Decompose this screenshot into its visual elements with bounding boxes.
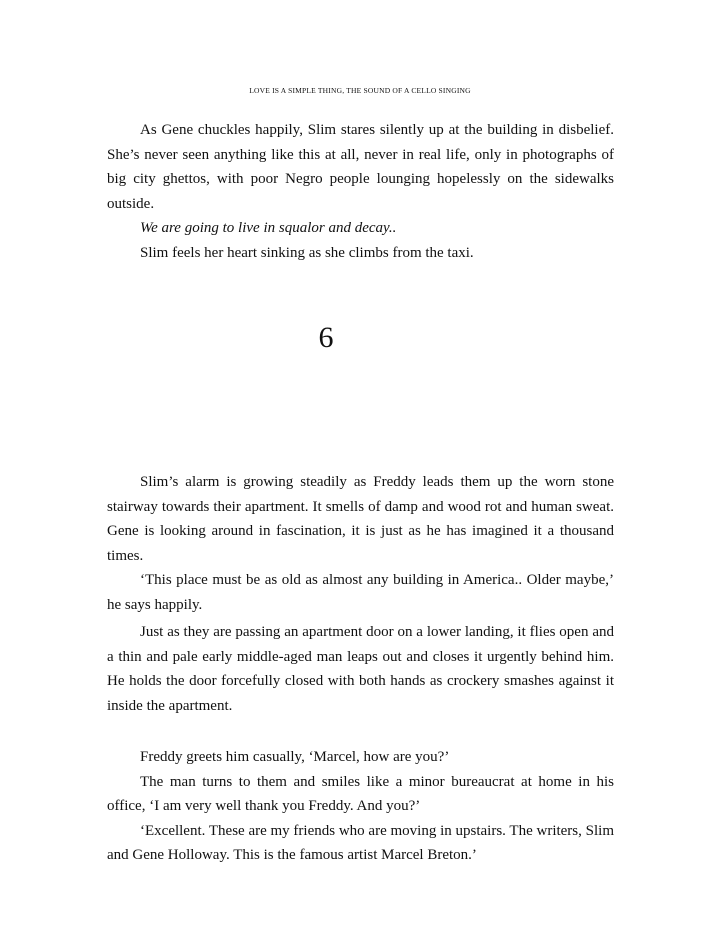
paragraph: Just as they are passing an apartment door on a lower landing, it flies open and a thin and pale early middle-aged man leaps out and closes it urgently behind him. He holds the door forcefully closed with both hands as crockery smashes against it inside the apartment. [107, 624, 614, 714]
paragraph: ‘Excellent. These are my friends who are moving in upstairs. The writers, Slim and Gene Holloway. This is the famous artist Marcel Breton.’ [107, 822, 614, 863]
text-block-greeting [107, 745, 614, 868]
text-block-opening [107, 118, 614, 265]
text-block-landing [107, 620, 614, 718]
chapter-number: 6 [318, 321, 334, 354]
paragraph: ‘This place must be as old as almost any building in America.. Older maybe,’ he says happily. [107, 572, 614, 613]
paragraph: Slim feels her heart sinking as she climbs from the taxi. [140, 244, 474, 261]
running-header: LOVE IS A SIMPLE THING, THE SOUND OF A CELLO SINGING [249, 86, 471, 95]
text-block-stairway [107, 470, 614, 617]
italic-thought: We are going to live in squalor and decay.. [140, 220, 397, 236]
paragraph: The man turns to them and smiles like a minor bureaucrat at home in his office, ‘I am very well thank you Freddy. And you?’ [107, 773, 614, 814]
paragraph: Slim’s alarm is growing steadily as Freddy leads them up the worn stone stairway towards their apartment. It smells of damp and wood rot and human sweat. Gene is looking around in fascination, it is just as he has imagined it a thousand times. [107, 474, 614, 564]
paragraph: As Gene chuckles happily, Slim stares silently up at the building in disbelief. She’s never seen anything like this at all, never in real life, only in photographs of big city ghettos, with poor Negro people lounging hopelessly on the sidewalks outside. [107, 122, 614, 212]
paragraph: Freddy greets him casually, ‘Marcel, how are you?’ [140, 749, 450, 765]
